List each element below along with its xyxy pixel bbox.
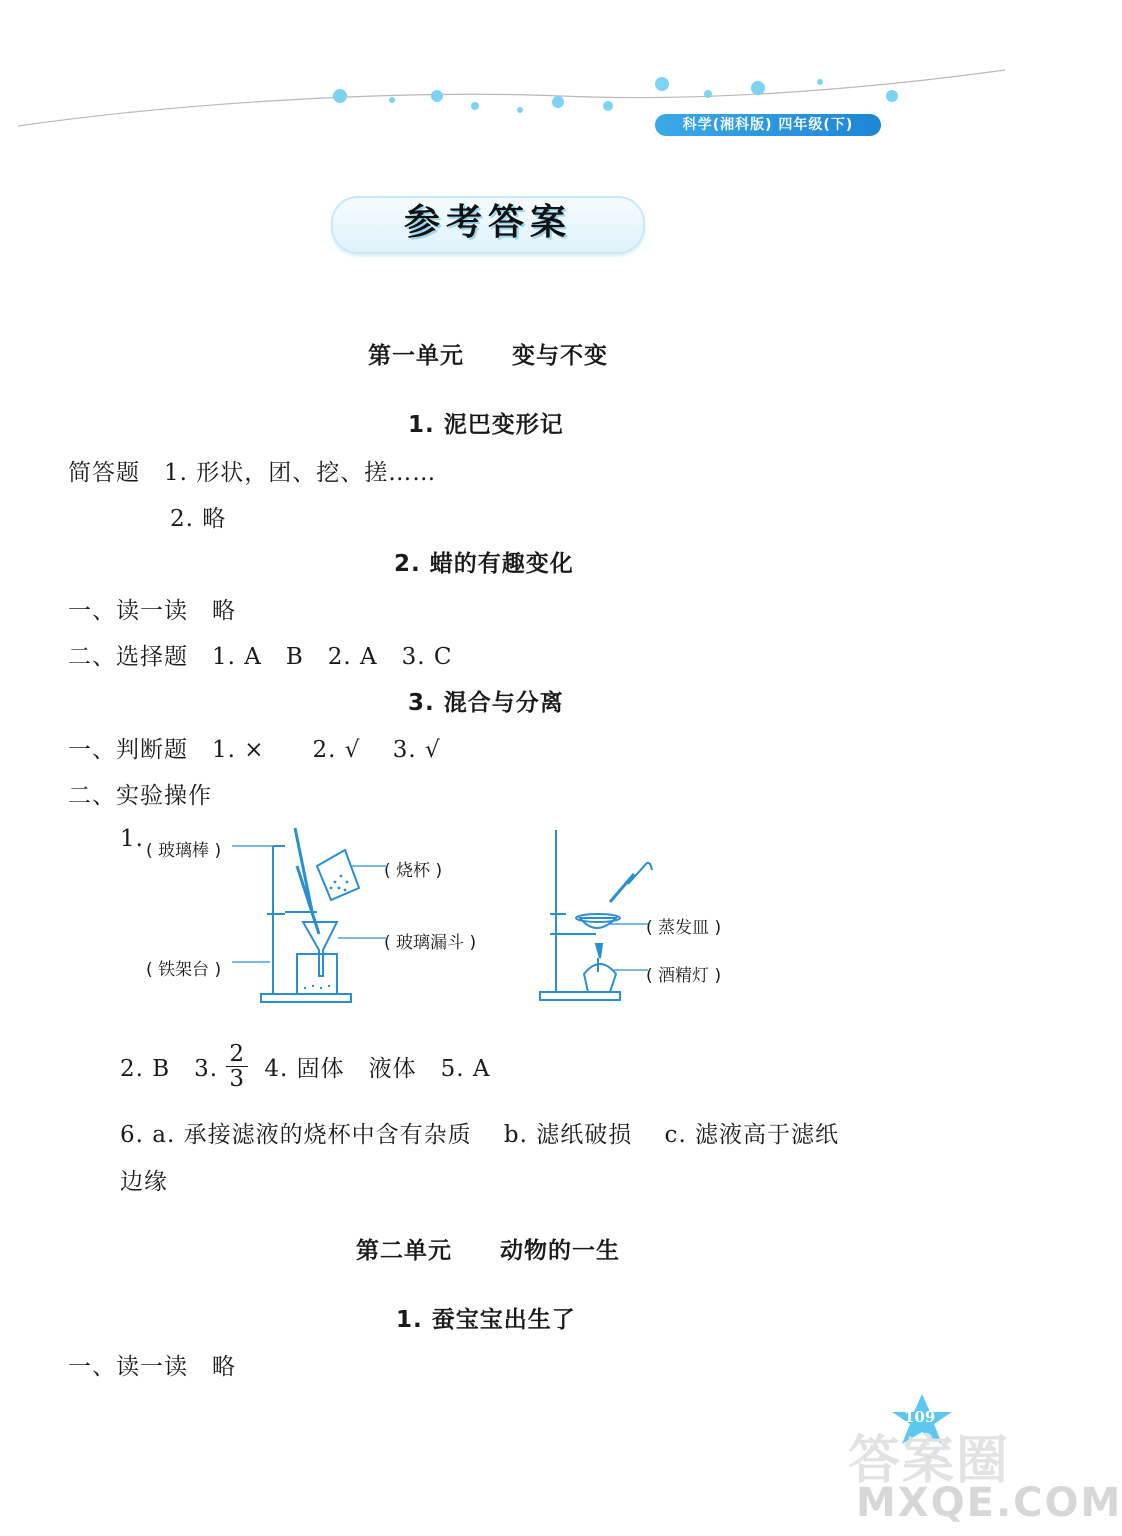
label-evaporating-dish: ( 蒸发皿 ) — [646, 918, 722, 938]
label-leader-lines-1 — [220, 840, 390, 970]
watermark-url: MXQE.COM — [856, 1480, 1122, 1526]
lesson1-answer-2: 2. 略 — [170, 506, 227, 532]
experiment-item-1: 1. — [120, 826, 144, 852]
experiment-answer-6-line1: 6. a. 承接滤液的烧杯中含有杂质 b. 滤纸破损 c. 滤液高于滤纸 — [120, 1122, 840, 1148]
unit2-lesson1-title: 1. 蚕宝宝出生了 — [396, 1307, 576, 1333]
fraction-numerator: 2 — [226, 1042, 248, 1067]
watermark-logo: 答案圈 — [848, 1431, 1011, 1491]
unit2-lesson1-answer-a: 一、读一读 略 — [68, 1354, 236, 1380]
experiment-answers-2-5 — [120, 1042, 491, 1091]
lesson2-answer-b: 二、选择题 1. A B 2. A 3. C — [68, 644, 453, 670]
lesson1-answer-1: 简答题 1. 形状，团、挖、搓…… — [68, 460, 437, 486]
experiment-answer-6-line2: 边缘 — [120, 1169, 168, 1195]
lesson3-answer-a: 一、判断题 1. × 2. √ 3. √ — [68, 737, 441, 763]
evaporation-diagram — [536, 826, 656, 1006]
fraction-two-thirds — [226, 1042, 248, 1091]
answers-2-3: 2. B 3. — [120, 1056, 219, 1082]
page-title: 参考答案 — [403, 202, 572, 243]
label-beaker: ( 烧杯 ) — [384, 861, 443, 881]
lesson3-answer-b: 二、实验操作 — [68, 783, 212, 809]
label-glass-rod: ( 玻璃棒 ) — [146, 841, 222, 861]
lesson2-title: 2. 蜡的有趣变化 — [394, 551, 574, 577]
lesson3-title: 3. 混合与分离 — [408, 690, 564, 716]
lesson2-answer-a: 一、读一读 略 — [68, 598, 236, 624]
lesson1-title: 1. 泥巴变形记 — [408, 412, 564, 438]
unit2-heading: 第二单元 动物的一生 — [356, 1238, 620, 1264]
label-funnel: ( 玻璃漏斗 ) — [384, 933, 477, 953]
answers-4-5: 4. 固体 液体 5. A — [264, 1056, 491, 1082]
page-number: 109 — [904, 1408, 936, 1426]
fraction-denominator: 3 — [229, 1066, 246, 1092]
label-alcohol-lamp: ( 酒精灯 ) — [646, 966, 722, 986]
label-leader-lines-2 — [600, 918, 660, 978]
label-iron-stand: ( 铁架台 ) — [146, 960, 222, 980]
grade-badge: 科学(湘科版) 四年级(下) — [655, 114, 881, 136]
unit1-heading: 第一单元 变与不变 — [368, 343, 608, 369]
